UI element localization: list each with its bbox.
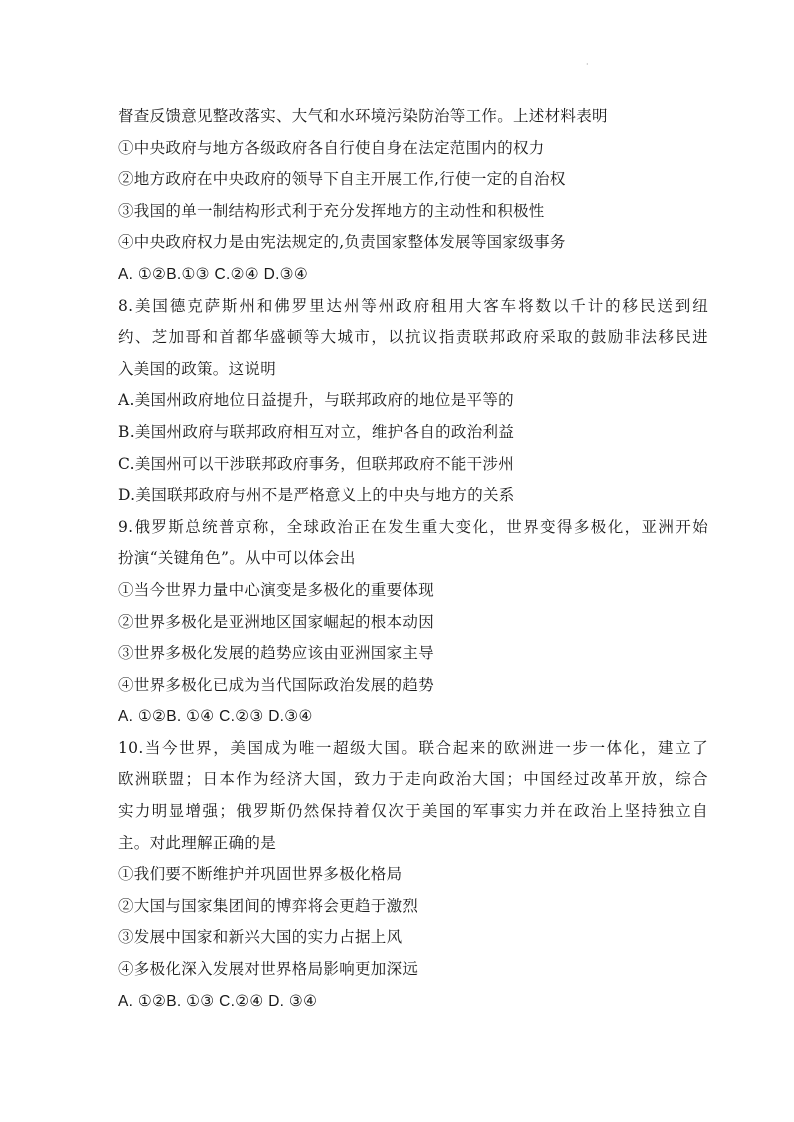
q8-choice-c: C.美国州可以干涉联邦政府事务，但联邦政府不能干涉州 [118, 454, 515, 473]
corner-mark: · [586, 60, 589, 69]
q7-item-2: ②地方政府在中央政府的领导下自主开展工作,行使一定的自治权 [118, 170, 566, 189]
q10-item-1: ①我们要不断维护并巩固世界多极化格局 [118, 865, 403, 884]
q7-options: A. ①②B.①③ C.②④ D.③④ [118, 265, 309, 283]
q10-stem-line-4: 主。对此理解正确的是 [118, 833, 277, 852]
q8-stem-line-1: 8.美国德克萨斯州和佛罗里达州等州政府租用大客车将数以千计的移民送到纽 [118, 296, 708, 315]
q8-stem-line-2: 约、芝加哥和首都华盛顿等大城市，以抗议指责联邦政府采取的鼓励非法移民进 [118, 328, 708, 347]
q10-item-3: ③发展中国家和新兴大国的实力占据上风 [118, 928, 403, 947]
q8-choice-b: B.美国州政府与联邦政府相互对立，维护各自的政治利益 [118, 422, 515, 441]
q10-item-2: ②大国与国家集团间的博弈将会更趋于激烈 [118, 896, 419, 915]
q10-options: A. ①②B. ①③ C.②④ D. ③④ [118, 992, 318, 1010]
q7-item-4: ④中央政府权力是由宪法规定的,负责国家整体发展等国家级事务 [118, 233, 566, 252]
q7-stem-continuation: 督查反馈意见整改落实、大气和水环境污染防治等工作。上述材料表明 [118, 107, 608, 125]
q9-item-1: ①当今世界力量中心演变是多极化的重要体现 [118, 580, 435, 599]
q9-options: A. ①②B. ①④ C.②③ D.③④ [118, 708, 313, 726]
q9-item-4: ④世界多极化已成为当代国际政治发展的趋势 [118, 675, 435, 694]
q8-choice-a: A.美国州政府地位日益提升，与联邦政府的地位是平等的 [118, 391, 514, 410]
q10-stem-line-1: 10.当今世界，美国成为唯一超级大国。联合起来的欧洲进一步一体化，建立了 [118, 738, 708, 757]
q7-item-1: ①中央政府与地方各级政府各自行使自身在法定范围内的权力 [118, 138, 545, 157]
q8-choice-d: D.美国联邦政府与州不是严格意义上的中央与地方的关系 [118, 486, 515, 505]
q9-stem-line-1: 9.俄罗斯总统普京称，全球政治正在发生重大变化，世界变得多极化，亚洲开始 [118, 517, 708, 536]
q7-item-3: ③我国的单一制结构形式利于充分发挥地方的主动性和积极性 [118, 201, 545, 220]
question-content [118, 101, 708, 1017]
q10-item-4: ④多极化深入发展对世界格局影响更加深远 [118, 960, 419, 979]
q9-item-3: ③世界多极化发展的趋势应该由亚洲国家主导 [118, 644, 435, 663]
q9-stem-line-2: 扮演“关键角色”。从中可以体会出 [118, 549, 356, 568]
q10-stem-line-2: 欧洲联盟；日本作为经济大国，致力于走向政治大国；中国经过改革开放，综合 [118, 770, 708, 789]
q9-item-2: ②世界多极化是亚洲地区国家崛起的根本动因 [118, 612, 435, 631]
q10-stem-line-3: 实力明显增强；俄罗斯仍然保持着仅次于美国的军事实力并在政治上坚持独立自 [118, 802, 708, 821]
q8-stem-line-3: 入美国的政策。这说明 [118, 359, 277, 378]
